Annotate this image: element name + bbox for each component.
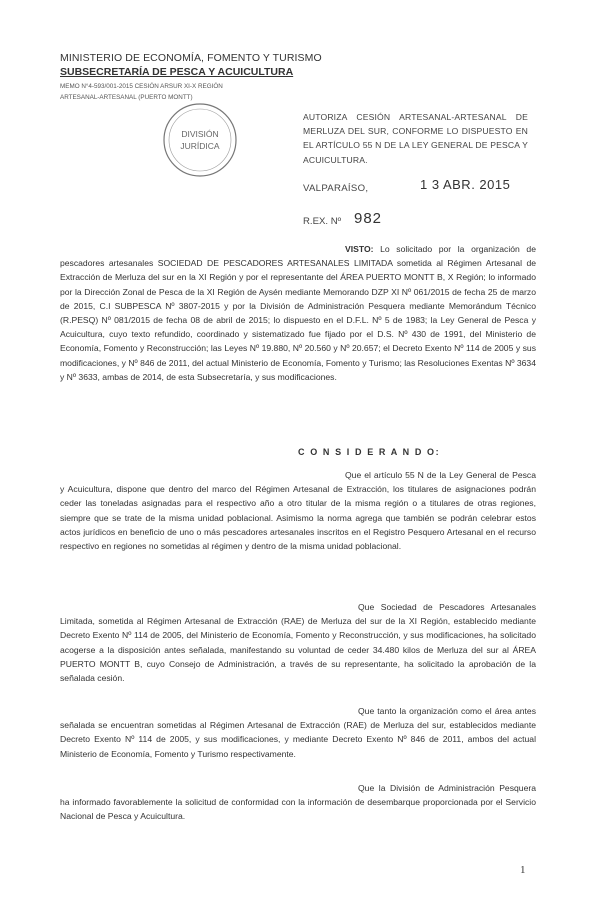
considerando-heading: C O N S I D E R A N D O: <box>298 447 441 457</box>
ministry-name: MINISTERIO DE ECONOMÍA, FOMENTO Y TURISMO <box>60 52 322 64</box>
considerando-paragraph: Que el artículo 55 N de la Ley General de Pesca y Acuicultura, dispone que dentro del marco del Régimen Artesanal de Extracción, los titulares de asignaciones podrán ceder las toneladas asignadas para el respectivo año a otro titular de la misma región o a titulares de otras regiones, siempre que se trate de la misma unidad poblacional. Asimismo la norma agrega que también se podrán celebrar estos actos jurídicos en beneficio de uno o más pescadores artesanales inscritos en el Registro Pesquero Artesanal en el recurso respectivo en regiones no sometidas al régimen y dentro de la misma unidad poblacional. <box>60 470 536 552</box>
resolution-date: 1 3 ABR. 2015 <box>420 177 511 192</box>
division-juridica-stamp <box>160 100 240 180</box>
rex-number: 982 <box>354 210 383 227</box>
stamp-line-2: JURÍDICA <box>180 141 220 151</box>
subsecretaria-name: SUBSECRETARÍA DE PESCA Y ACUICULTURA <box>60 66 294 78</box>
rex-label: R.EX. Nº <box>303 216 342 227</box>
visto-label: VISTO: <box>345 244 374 254</box>
page-number: 1 <box>520 864 526 876</box>
place-label: VALPARAÍSO, <box>303 183 369 194</box>
visto-text: Lo solicitado por la organización de pescadores artesanales SOCIEDAD DE PESCADORES ARTESANALES LIMITADA sometida al Régimen Artesanal de Extracción de Merluza del sur en la XI Región y por el representante del ÁREA PUERTO MONTT B, X Región; lo informado por la Dirección Zonal de Pesca de la XI Región de Aysén mediante Memorando DZP XI Nº 061/2015 de fecha 25 de marzo de 2015, C.I SUBPESCA Nº 3807-2015 y por la División de Administración Pesquera mediante Memorándum Técnico (R.PESQ) Nº 081/2015 de fecha 08 de abril de 2015; lo dispuesto en el D.F.L. Nº 5 de 1983; la Ley General de Pesca y Acuicultura, cuyo texto refundido, coordinado y sistematizado fue fijado por el D.S. Nº 430 de 1991, del Ministerio de Economía, Fomento y Reconstrucción; las Leyes Nº 19.880, Nº 20.560 y Nº 20.657; el Decreto Exento Nº 114 de 2005 y sus modificaciones, y Nº 846 de 2011, del actual Ministerio de Economía, Fomento y Turismo; las Resoluciones Exentas Nº 3634 y Nº 3633, ambas de 2014, de esta Subsecretaría, y sus modificaciones. <box>60 244 536 382</box>
visto-paragraph <box>60 242 536 384</box>
considerando-paragraph: Que tanto la organización como el área antes señalada se encuentran sometidas al Régimen Artesanal de Extracción (RAE) de Merluza del sur, establecidos mediante Decreto Exento Nº 114 de 2005, y sus modificaciones, y mediante Decreto Exento Nº 846 de 2011, ambos del actual Ministerio de Economía, Fomento y Turismo respectivamente. <box>60 706 536 759</box>
reference-line-1: MEMO N°4-593/001-2015 CESIÓN ARSUR XI-X REGIÓN <box>60 83 223 90</box>
stamp-line-1: DIVISIÓN <box>181 129 219 139</box>
resolution-title: AUTORIZA CESIÓN ARTESANAL-ARTESANAL DE MERLUZA DEL SUR, CONFORME LO DISPUESTO EN EL ARTÍCULO 55 N DE LA LEY GENERAL DE PESCA Y ACUICULTURA. <box>303 112 528 165</box>
considerando-paragraph: Que Sociedad de Pescadores Artesanales Limitada, sometida al Régimen Artesanal de Extracción (RAE) de Merluza del sur de la XI Región, establecido mediante Decreto Exento Nº 114 de 2005, del Ministerio de Economía, Fomento y Reconstrucción, y sus modificaciones, ha solicitado acogerse a la disposición antes señalada, manifestando su voluntad de ceder 34.480 kilos de Merluza del sur al ÁREA PUERTO MONTT B, cuyo Consejo de Administración, a través de su representante, ha solicitado la aprobación de la señalada cesión. <box>60 602 536 684</box>
reference-line-2: ARTESANAL-ARTESANAL (PUERTO MONTT) <box>60 94 193 101</box>
considerando-paragraph: Que la División de Administración Pesquera ha informado favorablemente la solicitud de conformidad con la información de desembarque proporcionada por el Servicio Nacional de Pesca y Acuicultura. <box>60 783 536 822</box>
